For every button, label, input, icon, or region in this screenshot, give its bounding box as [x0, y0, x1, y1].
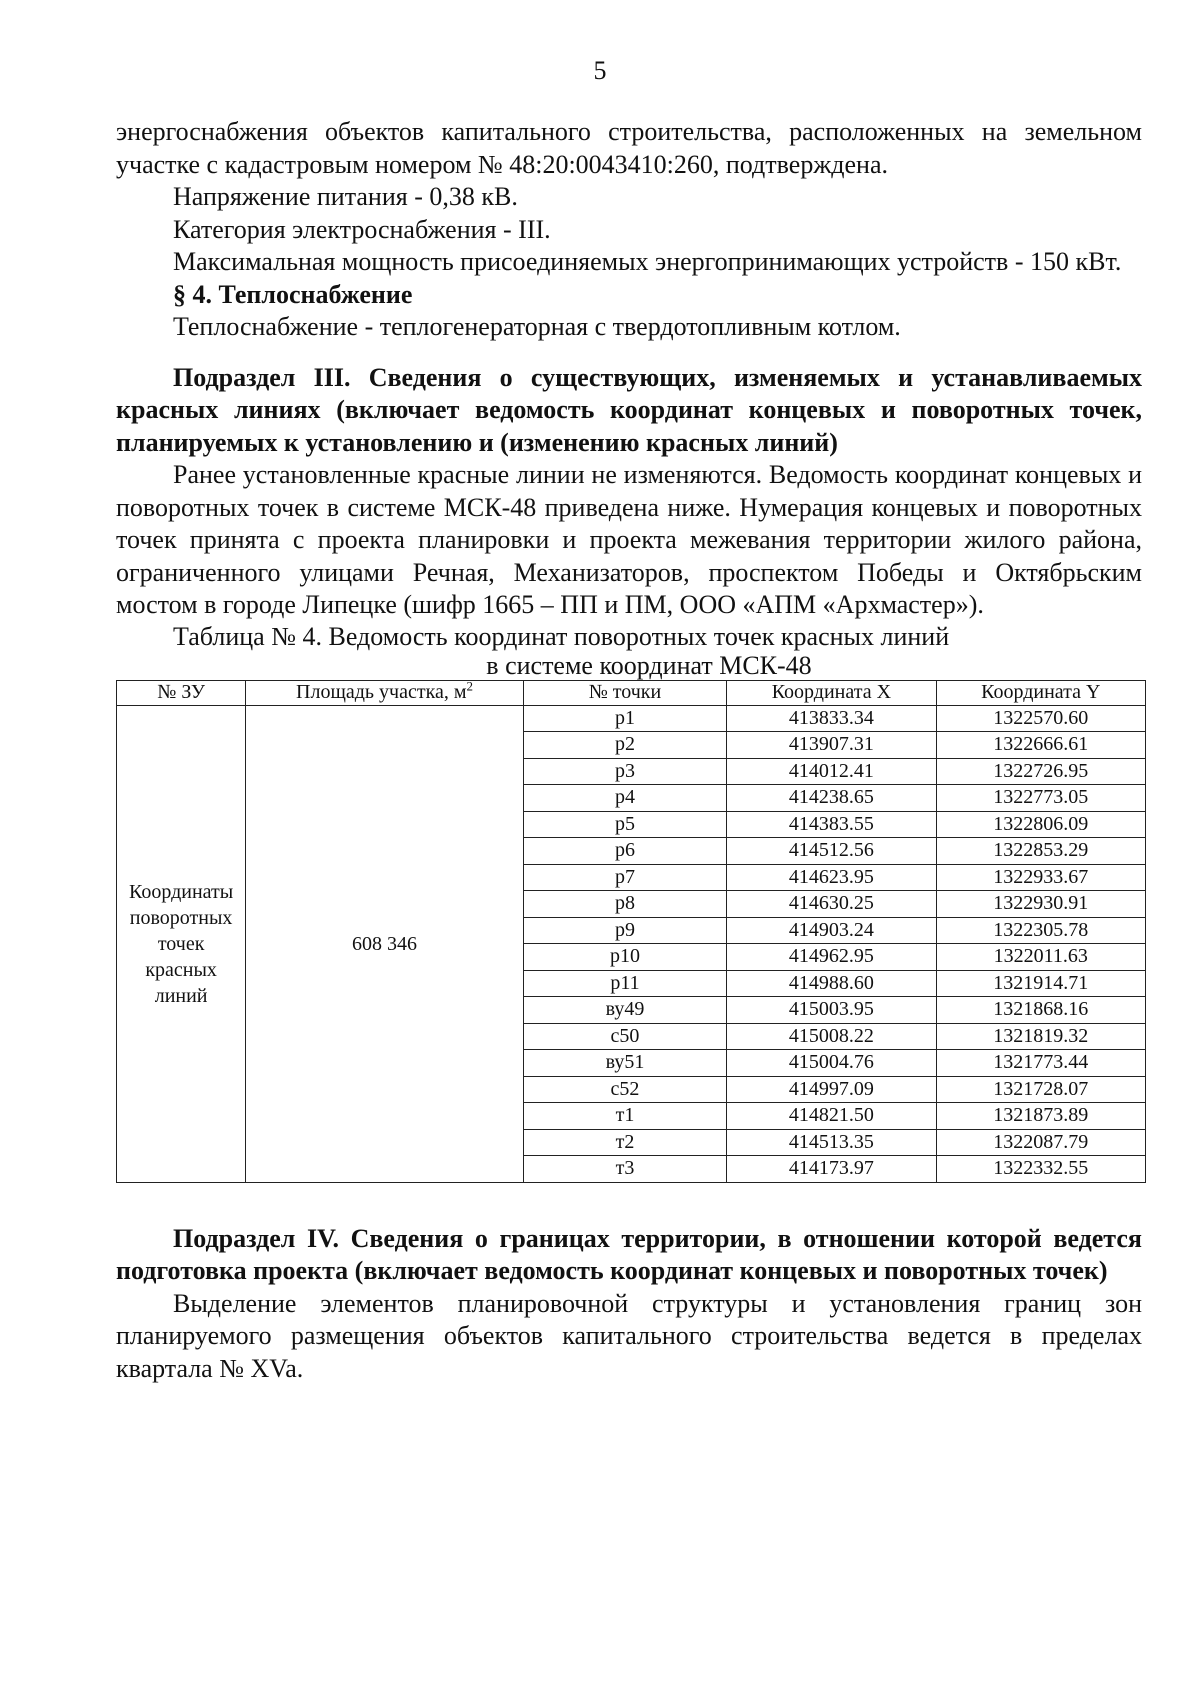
intro-continuation: энергоснабжения объектов капитального строительства, расположенных на земельном участке с кадастровым номером № 48:20:0043410:260, подтверждена.	[116, 117, 1142, 179]
x-cell: 414630.25	[727, 891, 936, 918]
x-cell: 414238.65	[727, 785, 936, 812]
group-label-line: линий	[154, 984, 208, 1007]
y-cell: 1322806.09	[936, 811, 1145, 838]
group-label-line: красных	[145, 958, 217, 981]
x-cell: 414903.24	[727, 917, 936, 944]
table-header-row	[117, 680, 1146, 705]
x-cell: 414962.95	[727, 944, 936, 971]
point-cell: p6	[523, 838, 726, 865]
point-cell: p3	[523, 758, 726, 785]
point-cell: p4	[523, 785, 726, 812]
group-label-cell	[117, 705, 246, 1182]
coordinates-table	[116, 680, 1146, 1183]
y-cell: 1321728.07	[936, 1076, 1145, 1103]
header-y: Координата Y	[936, 680, 1145, 705]
x-cell: 414383.55	[727, 811, 936, 838]
y-cell: 1321868.16	[936, 997, 1145, 1024]
group-label-line: Координаты	[129, 880, 234, 903]
section4-text: Теплоснабжение - теплогенераторная с твердотопливным котлом.	[173, 312, 901, 341]
y-cell: 1322933.67	[936, 864, 1145, 891]
table-caption-system: в системе координат МСК-48	[486, 650, 812, 680]
group-label-line: поворотных	[129, 906, 233, 929]
page-number: 5	[593, 56, 607, 85]
y-cell: 1321873.89	[936, 1103, 1145, 1130]
y-cell: 1322726.95	[936, 758, 1145, 785]
header-area-label: Площадь участка, м	[296, 681, 467, 703]
y-cell: 1322011.63	[936, 944, 1145, 971]
point-cell: p5	[523, 811, 726, 838]
table-body	[117, 705, 1146, 1182]
area-value-cell: 608 346	[246, 705, 524, 1182]
y-cell: 1322570.60	[936, 705, 1145, 732]
y-cell: 1322853.29	[936, 838, 1145, 865]
subsection4-text: Выделение элементов планировочной структуры и установления границ зон планируемого размещения объектов капитального строительства ведется в пределах квартала № XVa.	[116, 1288, 1142, 1383]
subsection4-heading: Подраздел IV. Сведения о границах территории, в отношении которой ведется подготовка проекта (включает ведомость координат концевых и поворотных точек)	[116, 1223, 1142, 1285]
y-cell: 1322305.78	[936, 917, 1145, 944]
x-cell: 415004.76	[727, 1050, 936, 1077]
point-cell: p1	[523, 705, 726, 732]
document-body	[116, 116, 1142, 1385]
point-cell: p11	[523, 970, 726, 997]
y-cell: 1321819.32	[936, 1023, 1145, 1050]
y-cell: 1321773.44	[936, 1050, 1145, 1077]
point-cell: p2	[523, 732, 726, 759]
x-cell: 414821.50	[727, 1103, 936, 1130]
header-area	[246, 680, 524, 705]
x-cell: 415003.95	[727, 997, 936, 1024]
y-cell: 1322332.55	[936, 1156, 1145, 1183]
x-cell: 414997.09	[727, 1076, 936, 1103]
x-cell: 414512.56	[727, 838, 936, 865]
y-cell: 1321914.71	[936, 970, 1145, 997]
y-cell: 1322930.91	[936, 891, 1145, 918]
point-cell: ву49	[523, 997, 726, 1024]
group-label-line: точек	[157, 932, 205, 955]
point-cell: p7	[523, 864, 726, 891]
point-cell: т3	[523, 1156, 726, 1183]
header-area-unit-sup: 2	[466, 678, 474, 694]
section4-heading: § 4. Теплоснабжение	[173, 279, 413, 309]
x-cell: 414513.35	[727, 1129, 936, 1156]
y-cell: 1322666.61	[936, 732, 1145, 759]
point-cell: с50	[523, 1023, 726, 1050]
header-zu: № ЗУ	[117, 680, 246, 705]
y-cell: 1322087.79	[936, 1129, 1145, 1156]
point-cell: ву51	[523, 1050, 726, 1077]
x-cell: 415008.22	[727, 1023, 936, 1050]
subsection3-heading: Подраздел III. Сведения о существующих, изменяемых и устанавливаемых красных линиях (включает ведомость координат концевых и поворотных точек, планируемых к установлению и (изменению красных линий)	[116, 362, 1142, 457]
power-paragraph: Максимальная мощность присоединяемых энергопринимающих устройств - 150 кВт.	[173, 247, 1122, 276]
voltage-paragraph: Напряжение питания - 0,38 кВ.	[173, 182, 518, 211]
table-caption: Таблица № 4. Ведомость координат поворотных точек красных линий	[173, 621, 950, 651]
point-cell: p10	[523, 944, 726, 971]
point-cell: т2	[523, 1129, 726, 1156]
point-cell: с52	[523, 1076, 726, 1103]
table-row	[117, 705, 1146, 732]
y-cell: 1322773.05	[936, 785, 1145, 812]
category-paragraph: Категория электроснабжения - III.	[173, 214, 551, 244]
point-cell: т1	[523, 1103, 726, 1130]
x-cell: 413907.31	[727, 732, 936, 759]
subsection3-text: Ранее установленные красные линии не изменяются. Ведомость координат концевых и поворотных точек в системе МСК-48 приведена ниже. Нумерация концевых и поворотных точек принята с проекта планировки и проекта межевания территории жилого района, ограниченного улицами Речная, Механизаторов, проспектом Победы и Октябрьским мостом в городе Липецке (шифр 1665 – ПП и ПМ, ООО «АПМ «Архмастер»).	[116, 460, 1142, 619]
x-cell: 414173.97	[727, 1156, 936, 1183]
point-cell: p8	[523, 891, 726, 918]
x-cell: 414012.41	[727, 758, 936, 785]
header-x: Координата X	[727, 680, 936, 705]
point-cell: p9	[523, 917, 726, 944]
x-cell: 414988.60	[727, 970, 936, 997]
x-cell: 413833.34	[727, 705, 936, 732]
x-cell: 414623.95	[727, 864, 936, 891]
header-point: № точки	[523, 680, 726, 705]
